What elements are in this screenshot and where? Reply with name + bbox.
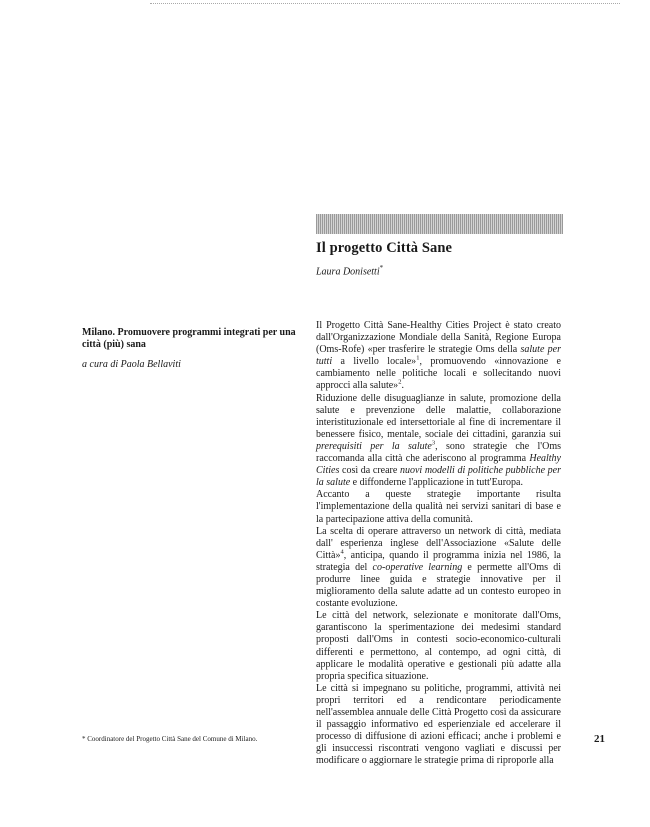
- body-text-run: , sono strategie che l'Oms raccomanda alla città che aderiscono al programma: [316, 440, 561, 465]
- body-paragraph-6: Le città si impegnano su politiche, programmi, attività nei propri territori ed a rendicontare periodicamente nell'assemblea annuale delle Città Progetto così da assicurare il passaggio informativo ed esperienziale ed accelerare il processo di diffusione di azioni efficaci; anche i problemi e gli insuccessi riscontrati vengono vagliati e discussi per modificare o aggiornare le strategie prima di riproporle alla: [316, 682, 561, 767]
- top-dotted-rule: [150, 3, 620, 5]
- body-paragraph-2: [316, 393, 561, 490]
- author-name: Laura Donisetti: [316, 266, 380, 278]
- article-title: Il progetto Città Sane: [316, 240, 453, 256]
- section-curator: a cura di Paola Bellaviti: [82, 359, 181, 370]
- body-emphasis: nuovi modelli di politiche pubbliche per la salute: [316, 465, 561, 489]
- body-emphasis: prerequisiti per la salute: [316, 440, 432, 452]
- article-author: [316, 264, 383, 277]
- footnote-ref: 4: [340, 548, 344, 556]
- body-text-run: e diffonderne l'applicazione in tutt'Europa.: [350, 477, 523, 489]
- body-paragraph-5: Le città del network, selezionate e monitorate dall'Oms, garantiscono la sperimentazione dei medesimi standard proposti dall'Oms in contesti socio-economico-culturali differenti e permettono, al contempo, ad ogni città, di applicare le modalità operative e gestionali più adatte alla propria specifica situazione.: [316, 610, 561, 682]
- footnote-ref: 1: [416, 354, 420, 362]
- body-text-run: Il Progetto Città Sane-Healthy Cities Project è stato creato dall'Organizzazione Mondiale della Sanità, Regione Europa (Oms-Rofe) «per trasferire le strategie Oms della: [316, 320, 561, 356]
- body-emphasis: Healthy Cities: [316, 453, 561, 477]
- footnote-ref: 2: [398, 379, 402, 387]
- body-text-run: .: [401, 380, 404, 392]
- body-paragraph-4: [316, 526, 561, 611]
- footnote: * Coordinatore del Progetto Città Sane del Comune di Milano.: [82, 735, 258, 743]
- body-emphasis: co-operative learning: [372, 561, 463, 573]
- section-heading: Milano. Promuovere programmi integrati per una città (più) sana: [82, 327, 296, 350]
- body-text-run: La scelta di operare attraverso un network di città, mediata dall' esperienza inglese dell'Associazione «Salute delle Città»: [316, 525, 561, 561]
- body-text-run: , anticipa, quando il programma inizia nel 1986, la strategia del: [316, 549, 561, 573]
- article-body: [316, 320, 562, 767]
- body-text-run: a livello locale»: [332, 356, 417, 368]
- section-banner: [316, 214, 563, 234]
- author-footnote-mark: *: [379, 264, 384, 272]
- page-number: 21: [594, 733, 605, 745]
- body-paragraph-3: Accanto a queste strategie importante risulta l'implementazione della qualità nei servizi sanitari di base e la partecipazione attiva della comunità.: [316, 489, 561, 525]
- body-text-run: e permette all'Oms di produrre linee guida e strategie innovative per il miglioramento della salute adatte ad un contesto europeo in costante evoluzione.: [316, 561, 561, 610]
- body-paragraph-1: [316, 320, 561, 393]
- body-text-run: così da creare: [339, 465, 400, 477]
- body-text-run: , promuovendo «innovazione e cambiamento nelle politiche locali e sollecitando nuovi approcci alla salute»: [316, 356, 561, 392]
- body-text-run: Riduzione delle disuguaglianze in salute, promozione della salute e prevenzione delle malattie, collaborazione interistituzionale ed intersettoriale al fine di incrementare il benessere fisico, mentale, sociale dei cittadini, garanzia sui: [316, 392, 561, 440]
- footnote-ref: 3: [431, 439, 436, 447]
- body-emphasis: salute per tutti: [316, 344, 562, 368]
